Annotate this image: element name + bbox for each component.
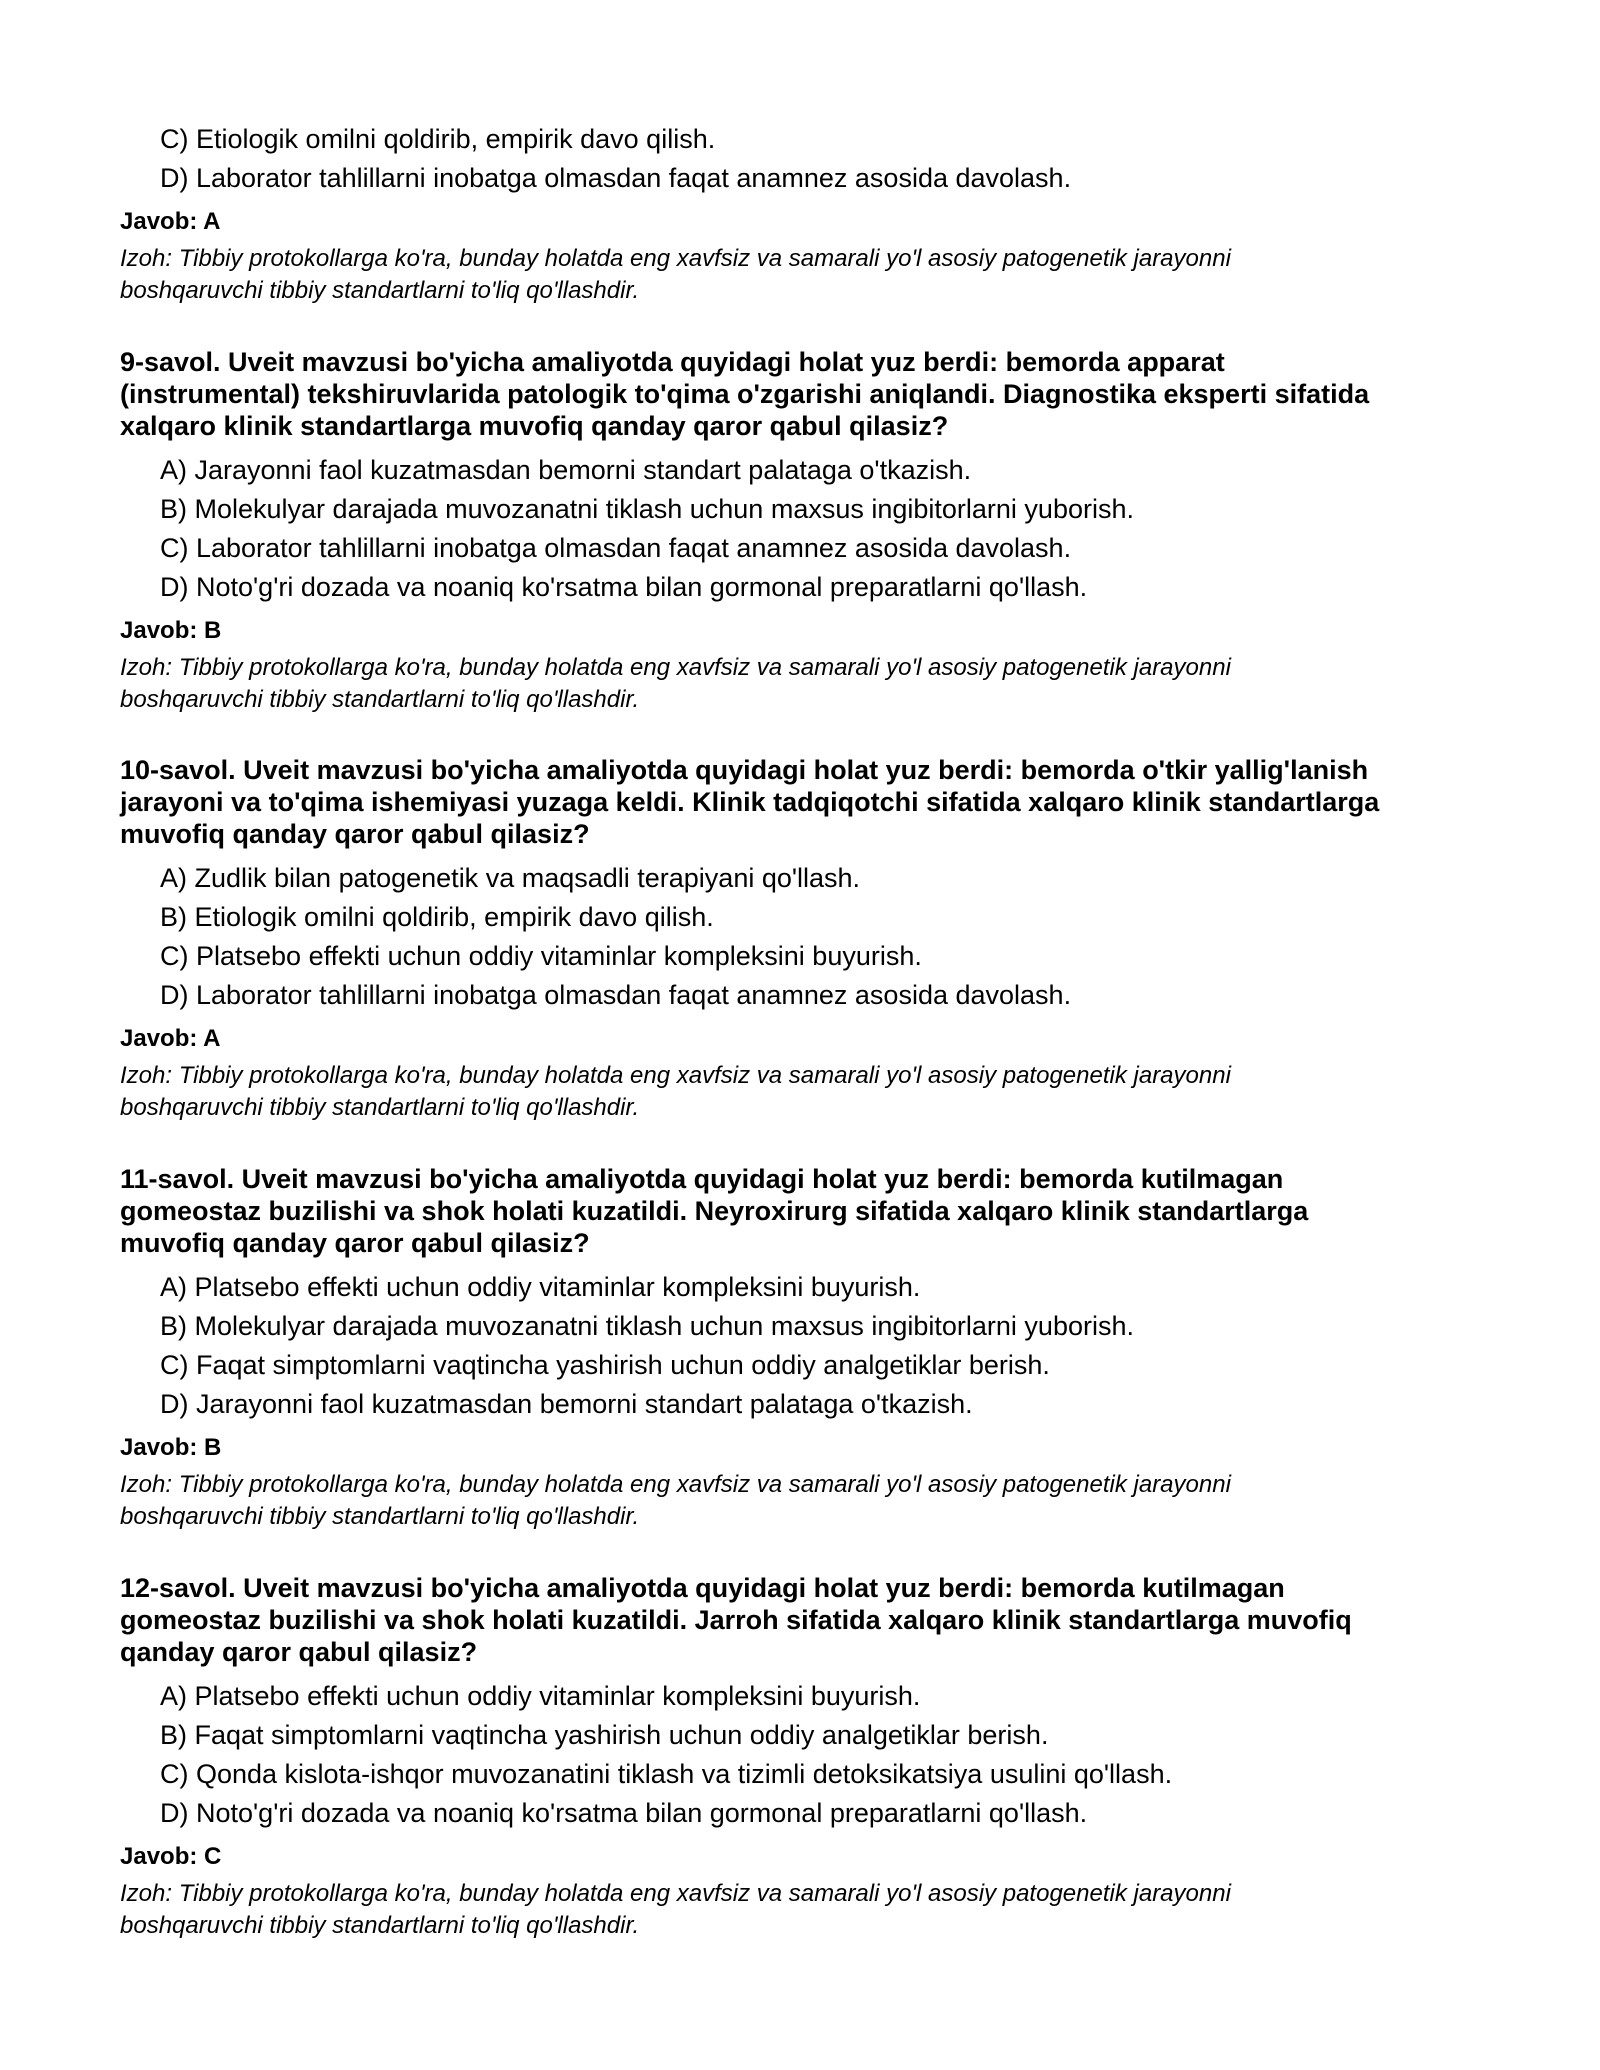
option-c: C) Platsebo effekti uchun oddiy vitaminlar kompleksini buyurish.: [160, 941, 922, 971]
question-line: xalqaro klinik standartlarga muvofiq qanday qaror qabul qilasiz?: [120, 411, 949, 441]
question-9-text: [120, 346, 1500, 442]
answer-label: Javob: B: [120, 1434, 222, 1461]
option-a: A) Jarayonni faol kuzatmasdan bemorni standart palataga o'tkazish.: [160, 455, 972, 485]
note-line: boshqaruvchi tibbiy standartlarni to'liq qo'llashdir.: [120, 277, 640, 304]
answer-label: Javob: A: [120, 1025, 221, 1052]
option-d: D) Jarayonni faol kuzatmasdan bemorni standart palataga o'tkazish.: [160, 1389, 973, 1419]
question-line: 9-savol. Uveit mavzusi bo'yicha amaliyotda quyidagi holat yuz berdi: bemorda apparat: [120, 347, 1225, 377]
note-line: Izoh: Tibbiy protokollarga ko'ra, bunday holatda eng xavfsiz va samarali yo'l asosiy patogenetik jarayonni: [120, 654, 1231, 681]
option-c: C) Etiologik omilni qoldirib, empirik davo qilish.: [160, 124, 716, 154]
question-line: 12-savol. Uveit mavzusi bo'yicha amaliyotda quyidagi holat yuz berdi: bemorda kutilmagan: [120, 1573, 1285, 1603]
note-line: Izoh: Tibbiy protokollarga ko'ra, bunday holatda eng xavfsiz va samarali yo'l asosiy patogenetik jarayonni: [120, 1471, 1231, 1498]
explanation-note: [120, 1878, 1520, 1942]
question-line: jarayoni va to'qima ishemiyasi yuzaga keldi. Klinik tadqiqotchi sifatida xalqaro klinik standartlarga: [120, 787, 1380, 817]
question-line: (instrumental) tekshiruvlarida patologik to'qima o'zgarishi aniqlandi. Diagnostika eksperti sifatida: [120, 379, 1370, 409]
option-d: D) Laborator tahlillarni inobatga olmasdan faqat anamnez asosida davolash.: [160, 980, 1072, 1010]
answer-label: Javob: B: [120, 617, 222, 644]
question-line: qanday qaror qabul qilasiz?: [120, 1637, 478, 1667]
question-11-text: [120, 1163, 1500, 1259]
option-b: B) Faqat simptomlarni vaqtincha yashirish uchun oddiy analgetiklar berish.: [160, 1720, 1049, 1750]
note-line: Izoh: Tibbiy protokollarga ko'ra, bunday holatda eng xavfsiz va samarali yo'l asosiy patogenetik jarayonni: [120, 1062, 1231, 1089]
option-a: A) Zudlik bilan patogenetik va maqsadli terapiyani qo'llash.: [160, 863, 861, 893]
option-d: D) Noto'g'ri dozada va noaniq ko'rsatma bilan gormonal preparatlarni qo'llash.: [160, 1798, 1088, 1828]
explanation-note: [120, 1469, 1520, 1533]
question-line: gomeostaz buzilishi va shok holati kuzatildi. Jarroh sifatida xalqaro klinik standartlarga muvofiq: [120, 1605, 1352, 1635]
question-10-text: [120, 754, 1500, 850]
explanation-note: [120, 1060, 1520, 1124]
question-line: muvofiq qanday qaror qabul qilasiz?: [120, 1228, 590, 1258]
option-b: B) Etiologik omilni qoldirib, empirik davo qilish.: [160, 902, 714, 932]
note-line: Izoh: Tibbiy protokollarga ko'ra, bunday holatda eng xavfsiz va samarali yo'l asosiy patogenetik jarayonni: [120, 1880, 1231, 1907]
option-b: B) Molekulyar darajada muvozanatni tiklash uchun maxsus ingibitorlarni yuborish.: [160, 494, 1134, 524]
question-line: 10-savol. Uveit mavzusi bo'yicha amaliyotda quyidagi holat yuz berdi: bemorda o'tkir yallig'lanish: [120, 755, 1369, 785]
option-d: D) Noto'g'ri dozada va noaniq ko'rsatma bilan gormonal preparatlarni qo'llash.: [160, 572, 1088, 602]
option-c: C) Faqat simptomlarni vaqtincha yashirish uchun oddiy analgetiklar berish.: [160, 1350, 1050, 1380]
option-d: D) Laborator tahlillarni inobatga olmasdan faqat anamnez asosida davolash.: [160, 163, 1072, 193]
question-line: muvofiq qanday qaror qabul qilasiz?: [120, 819, 590, 849]
question-line: gomeostaz buzilishi va shok holati kuzatildi. Neyroxirurg sifatida xalqaro klinik standartlarga: [120, 1196, 1309, 1226]
option-c: C) Qonda kislota-ishqor muvozanatini tiklash va tizimli detoksikatsiya usulini qo'llash.: [160, 1759, 1173, 1789]
explanation-note: [120, 652, 1520, 716]
question-12-text: [120, 1572, 1500, 1668]
option-c: C) Laborator tahlillarni inobatga olmasdan faqat anamnez asosida davolash.: [160, 533, 1072, 563]
note-line: boshqaruvchi tibbiy standartlarni to'liq qo'llashdir.: [120, 1503, 640, 1530]
option-a: A) Platsebo effekti uchun oddiy vitaminlar kompleksini buyurish.: [160, 1272, 921, 1302]
note-line: boshqaruvchi tibbiy standartlarni to'liq qo'llashdir.: [120, 1912, 640, 1939]
note-line: Izoh: Tibbiy protokollarga ko'ra, bunday holatda eng xavfsiz va samarali yo'l asosiy patogenetik jarayonni: [120, 245, 1231, 272]
answer-label: Javob: A: [120, 208, 221, 235]
option-a: A) Platsebo effekti uchun oddiy vitaminlar kompleksini buyurish.: [160, 1681, 921, 1711]
question-line: 11-savol. Uveit mavzusi bo'yicha amaliyotda quyidagi holat yuz berdi: bemorda kutilmagan: [120, 1164, 1284, 1194]
note-line: boshqaruvchi tibbiy standartlarni to'liq qo'llashdir.: [120, 1094, 640, 1121]
option-b: B) Molekulyar darajada muvozanatni tiklash uchun maxsus ingibitorlarni yuborish.: [160, 1311, 1134, 1341]
explanation-note: [120, 243, 1520, 307]
answer-label: Javob: C: [120, 1843, 222, 1870]
note-line: boshqaruvchi tibbiy standartlarni to'liq qo'llashdir.: [120, 686, 640, 713]
